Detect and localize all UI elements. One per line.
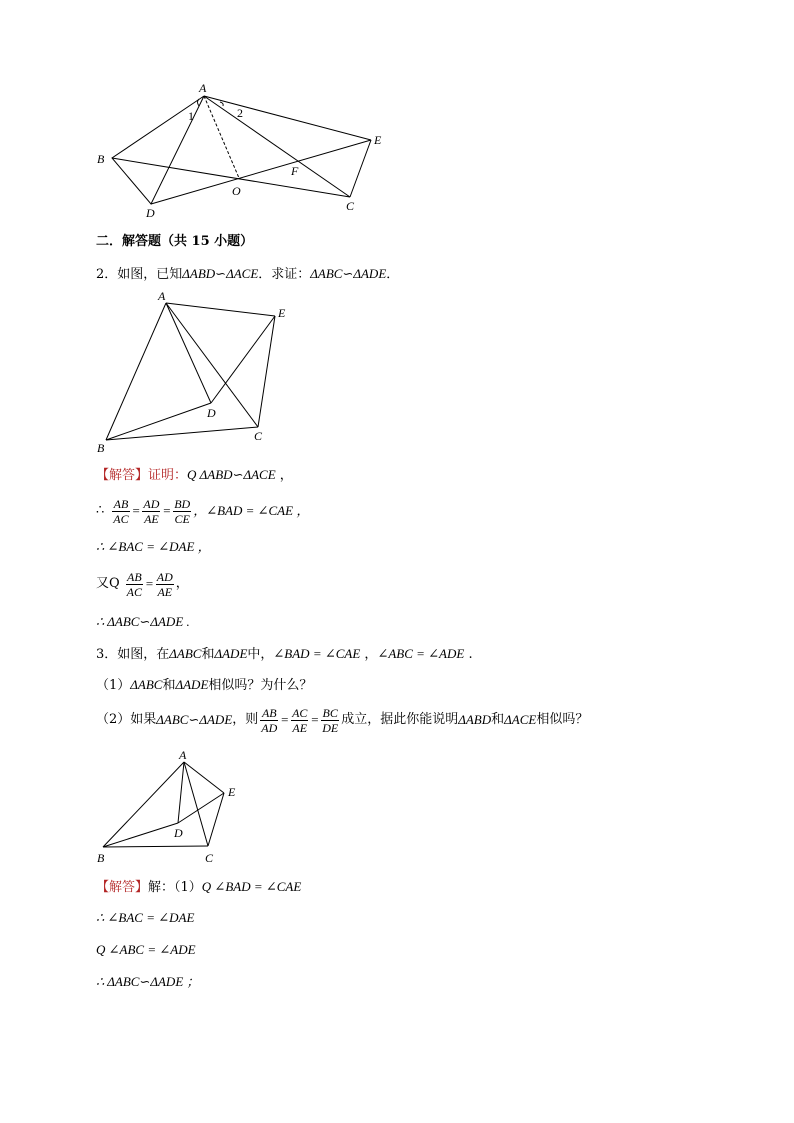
- fig2-label-A: A: [158, 289, 166, 303]
- q3-part1-ade: ΔADE: [175, 677, 209, 692]
- fraction-ac-ae: [291, 706, 308, 735]
- fig3-label-E: E: [228, 785, 236, 799]
- frac-num: BD: [174, 496, 191, 511]
- q2-answer-tag: 【解答】: [96, 468, 149, 483]
- q3-triangle-abc: ΔABC: [169, 646, 202, 661]
- fig2-label-E: E: [278, 306, 286, 320]
- q3-condition-1: ∠BAD = ∠CAE: [273, 646, 361, 661]
- q3-stem-prefix: 3．如图，在: [96, 647, 170, 662]
- q3-stem-mid: 中，: [247, 647, 274, 662]
- q3-answer-line4: ∴ ΔABC∽ΔADE ；: [96, 974, 200, 989]
- fig3-label-D: D: [174, 826, 183, 840]
- q3-answer-intro: 解：（1）: [148, 880, 202, 895]
- q3-part2-abd: ΔABD: [458, 712, 492, 727]
- figure-3: [92, 745, 252, 870]
- frac-num: AB: [113, 496, 129, 511]
- fig1-label-2: 2: [237, 106, 243, 120]
- figure-1: [92, 78, 402, 223]
- fig1-label-D: D: [146, 206, 155, 220]
- fig1-label-1: 1: [188, 109, 194, 123]
- fig1-label-O: O: [232, 184, 241, 198]
- q3-answer-line1: [96, 877, 301, 898]
- therefore-symbol: ∴: [96, 503, 105, 518]
- fraction-ab-ad: [260, 706, 278, 735]
- fig1-label-B: B: [97, 152, 105, 166]
- q2-also-because: 又Q: [96, 576, 120, 591]
- q2-answer-line1: 【解答】证明：Q ΔABD∽ΔACE ，: [96, 467, 293, 483]
- figure-2: [92, 288, 292, 458]
- q3-triangle-ade: ΔADE: [214, 646, 248, 661]
- q3-part2-tail1: 成立，据此你能说明: [341, 712, 459, 727]
- frac-den: AC: [126, 584, 143, 599]
- q2-answer-line3: ∴ ∠BAC = ∠DAE ，: [96, 539, 211, 554]
- fig3-label-B: B: [97, 851, 105, 865]
- frac-num: AB: [261, 705, 277, 720]
- fig2-label-B: B: [97, 441, 105, 455]
- q2-goal: ΔABC∽ΔADE: [310, 266, 387, 281]
- fraction-ad-ae: [142, 497, 160, 526]
- q2-answer-line4: 又Q $\frac{AB}{AC}$ = $\frac{AD}{AE}$ ，: [96, 569, 189, 599]
- fraction-ad-ae-2: [156, 570, 174, 599]
- frac-num: AB: [127, 569, 142, 584]
- fraction-ab-ac-2: [126, 570, 143, 599]
- fraction-ab-ac: [112, 497, 129, 526]
- q3-part1-prefix: （1）: [96, 678, 131, 693]
- frac-den: AE: [144, 511, 159, 526]
- q2-answer-intro: 证明：: [148, 468, 188, 483]
- fig1-label-E: E: [374, 133, 382, 147]
- q3-part2-and: 和: [491, 712, 505, 727]
- frac-den: AE: [157, 584, 173, 599]
- fig1-label-A: A: [199, 81, 207, 95]
- q3-part1-and: 和: [162, 678, 176, 693]
- q2-stem-prefix: 2．如图，已知: [96, 267, 183, 282]
- q3-part2-tail2: 相似吗？: [536, 712, 589, 727]
- q3-answer-tag: 【解答】: [96, 880, 149, 895]
- q3-answer-line3: Q ∠ABC = ∠ADE: [96, 942, 196, 957]
- q3-part2-sim: ΔABC∽ΔADE: [156, 712, 233, 727]
- q2-stem-mid: ．求证：: [258, 267, 311, 282]
- q2-answer-line5: ∴ ΔABC∽ΔADE .: [96, 614, 190, 629]
- q2-given: ΔABD∽ΔACE: [182, 266, 259, 281]
- q3-answer-l1: Q ∠BAD = ∠CAE: [201, 879, 302, 894]
- q2-because: Q ΔABD∽ΔACE: [187, 467, 276, 482]
- frac-num: AD: [156, 569, 173, 584]
- fig1-label-C: C: [346, 199, 355, 213]
- frac-den: DE: [322, 720, 339, 735]
- q2-stem: [96, 264, 399, 285]
- section-title: 二．解答题（共 15 小题）: [96, 234, 254, 249]
- frac-num: AD: [143, 496, 160, 511]
- q3-answer-line2: ∴ ∠BAC = ∠DAE: [96, 910, 195, 925]
- q3-part2-prefix: （2）如果: [96, 712, 157, 727]
- q3-and: 和: [201, 647, 215, 662]
- fig2-label-D: D: [207, 406, 216, 420]
- fig3-label-C: C: [205, 851, 214, 865]
- fig2-label-C: C: [254, 429, 263, 443]
- q3-part1: [96, 675, 312, 696]
- q3-part1-text: 相似吗？为什么？: [208, 678, 313, 693]
- fraction-bc-de: [321, 706, 339, 735]
- frac-den: AD: [261, 720, 278, 735]
- frac-den: AC: [113, 511, 129, 526]
- frac-num: AC: [292, 705, 308, 720]
- frac-den: AE: [292, 720, 308, 735]
- frac-den: CE: [174, 511, 190, 526]
- q2-answer-line2: ∴ $\frac{AB}{AC}$ = $\frac{AD}{AE}$ = $\frac{BD}{CE}$ ，∠BAD = ∠CAE ，: [96, 496, 310, 526]
- q3-part2: （2）如果 ΔABC∽ΔADE ，则 $\frac{AB}{AD}$ = $\frac{AC}{AE}$ = $\frac{BC}{DE}$ 成立，据此你能说明 ΔABD 和 ΔACE 相似吗？: [96, 705, 589, 735]
- q3-stem: 3．如图，在ΔABC和ΔADE中，∠BAD = ∠CAE ，∠ABC = ∠ADE .: [96, 646, 473, 662]
- fig1-label-F: F: [291, 164, 299, 178]
- fraction-bd-ce: [173, 497, 191, 526]
- q3-part1-abc: ΔABC: [130, 677, 163, 692]
- q3-part2-ace: ΔACE: [504, 712, 537, 727]
- q3-part2-then: ，则: [232, 712, 259, 727]
- frac-num: BC: [322, 705, 338, 720]
- q2-stem-end: ．: [386, 267, 400, 282]
- q3-condition-2: ∠ABC = ∠ADE: [377, 646, 465, 661]
- fig3-label-A: A: [179, 748, 187, 762]
- q2-angle-equality: ，∠BAD = ∠CAE ，: [193, 503, 310, 518]
